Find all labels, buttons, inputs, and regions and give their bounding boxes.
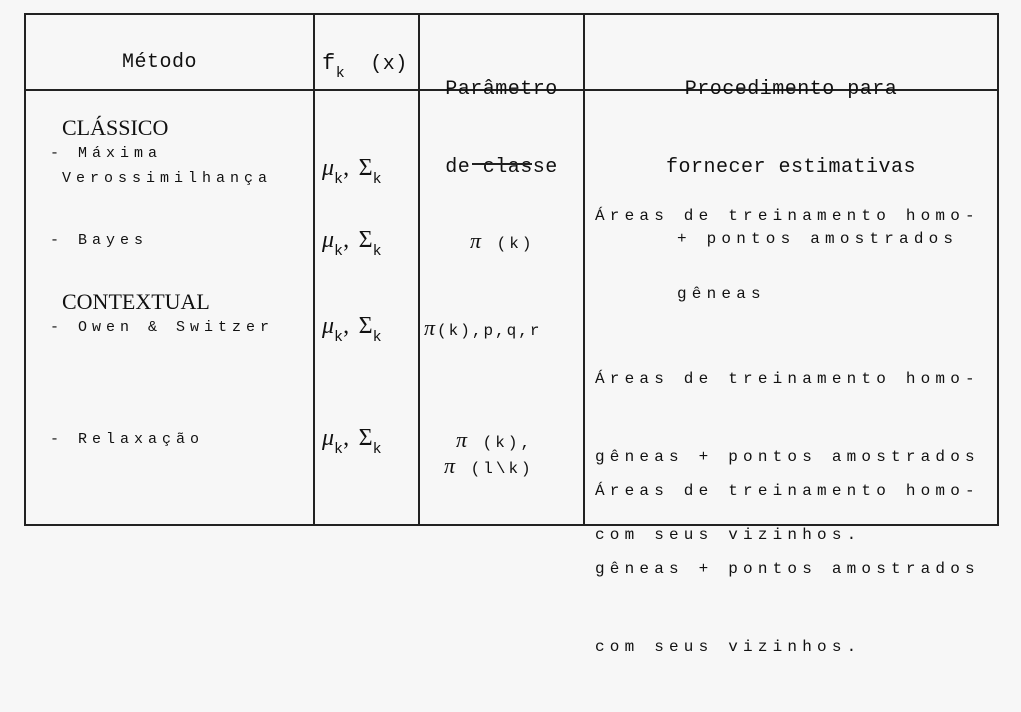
section-classic: CLÁSSICO [62, 115, 169, 140]
param-relaxation-line2 [444, 453, 534, 479]
header-fk [322, 51, 408, 82]
mu-symbol: μ [322, 227, 335, 253]
param-bayes [470, 228, 534, 254]
sigma-symbol: Σ [358, 313, 373, 339]
procedure-line: com seus vizinhos. [595, 526, 862, 544]
header-class-param-line2: de classe [445, 156, 558, 179]
header-method: Método [122, 51, 198, 74]
pi-symbol: π [470, 228, 485, 253]
subscript-k: k [334, 171, 344, 188]
procedure-line: Áreas de treinamento homo- [595, 482, 980, 500]
procedure-line: gêneas + pontos amostrados [595, 560, 980, 578]
fk-mu-sigma [322, 425, 382, 458]
method-bayes: - Bayes [50, 232, 149, 249]
procedure-line: Áreas de treinamento homo- [595, 207, 980, 225]
param-dash [472, 163, 532, 165]
header-procedure-line2: fornecer estimativas [665, 156, 917, 179]
subscript-k: k [372, 329, 382, 346]
pi-symbol: π [456, 427, 471, 452]
comma: , [343, 425, 350, 451]
param-relaxation-line1 [456, 427, 533, 453]
comma: , [343, 313, 350, 339]
subscript-k: k [372, 441, 382, 458]
method-max-likelihood-line1: - Máxima [50, 145, 163, 162]
fk-mu-sigma [322, 227, 382, 260]
header-fk-sub: k [335, 65, 346, 82]
subscript-k: k [372, 243, 382, 260]
param-text: (k), [482, 434, 534, 452]
mu-symbol: μ [322, 313, 335, 339]
param-owen-switzer [424, 315, 541, 341]
subscript-k: k [334, 243, 344, 260]
pi-symbol: π [424, 315, 438, 340]
procedure-bayes: + pontos amostrados [677, 230, 959, 248]
sigma-symbol: Σ [358, 227, 373, 253]
header-class-param-line1: Parâmetro [445, 78, 558, 101]
procedure-line: com seus vizinhos. [595, 638, 862, 656]
column-divider [313, 15, 315, 524]
sigma-symbol: Σ [358, 155, 373, 181]
header-fk-arg: (x) [370, 53, 408, 76]
procedure-line: gêneas [677, 285, 766, 303]
procedure-relaxation [595, 426, 980, 712]
header-procedure-line1: Procedimento para [684, 78, 898, 101]
pi-symbol: π [444, 453, 459, 478]
comma: , [343, 227, 350, 253]
subscript-k: k [334, 329, 344, 346]
method-relaxation: - Relaxação [50, 431, 205, 448]
param-text: (l\k) [470, 460, 534, 478]
header-fk-main: f [322, 51, 336, 76]
header-class-param [420, 25, 583, 233]
subscript-k: k [334, 441, 344, 458]
procedure-line: gêneas + pontos amostrados [595, 448, 980, 466]
sigma-symbol: Σ [358, 425, 373, 451]
fk-mu-sigma [322, 155, 382, 188]
param-text: (k),p,q,r [437, 322, 542, 340]
method-owen-switzer: - Owen & Switzer [50, 319, 275, 336]
fk-mu-sigma [322, 313, 382, 346]
procedure-line: Áreas de treinamento homo- [595, 370, 980, 388]
subscript-k: k [372, 171, 382, 188]
comma: , [343, 155, 350, 181]
method-max-likelihood-line2: Verossimilhança [62, 170, 273, 187]
methods-table [24, 13, 999, 656]
section-contextual: CONTEXTUAL [62, 289, 210, 314]
param-text: (k) [496, 235, 535, 253]
mu-symbol: μ [322, 425, 335, 451]
mu-symbol: μ [322, 155, 335, 181]
